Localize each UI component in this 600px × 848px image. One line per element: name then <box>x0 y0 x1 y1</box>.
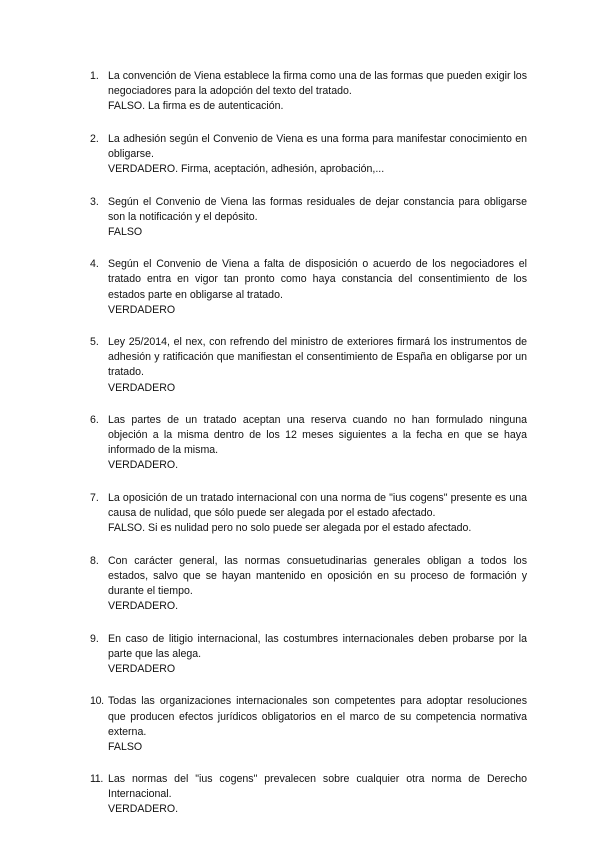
question-statement: La oposición de un tratado internacional con una norma de "ius cogens" presente es una causa de nulidad, que sólo puede ser alegada por el estado afectado. <box>108 491 527 520</box>
question-statement: La convención de Viena establece la firma como una de las formas que pueden exigir los negociadores para la adopción del texto del tratado. <box>108 70 527 98</box>
question-item <box>90 772 527 817</box>
question-number: 6. <box>90 414 99 427</box>
question-answer: VERDADERO <box>108 303 176 316</box>
question-answer: FALSO. Si es nulidad pero no solo puede ser alegada por el estado afectado. <box>108 522 472 535</box>
question-answer: VERDADERO. Firma, aceptación, adhesión, aprobación,... <box>108 162 385 175</box>
question-answer: VERDADERO <box>108 662 176 675</box>
question-item <box>90 257 527 317</box>
question-answer: FALSO <box>108 740 143 753</box>
question-number: 5. <box>90 336 99 349</box>
question-number: 1. <box>90 70 99 82</box>
question-number: 11. <box>90 773 104 786</box>
question-statement: Ley 25/2014, el nex, con refrendo del ministro de exteriores firmará los instrumentos de adhesión y ratificación que manifiestan el consentimiento de España en obligarse por un tratado. <box>108 336 527 379</box>
question-statement: Según el Convenio de Viena a falta de disposición o acuerdo de los negociadores el tratado entra en vigor tan pronto como haya constancia del consentimiento de los estados parte en obligarse al tratado. <box>108 258 527 301</box>
question-item <box>90 694 527 754</box>
question-number: 9. <box>90 632 99 645</box>
question-item <box>90 69 527 114</box>
question-answer: FALSO <box>108 225 143 238</box>
question-statement: Las normas del "ius cogens" prevalecen sobre cualquier otra norma de Derecho Internacional. <box>108 773 527 801</box>
question-item <box>90 413 527 473</box>
question-number: 4. <box>90 258 99 271</box>
question-number: 2. <box>90 132 99 145</box>
question-item <box>90 195 527 240</box>
question-item <box>90 132 527 177</box>
question-answer: VERDADERO. <box>108 600 179 613</box>
question-answer: VERDADERO. <box>108 803 179 816</box>
question-number: 7. <box>90 491 99 504</box>
question-item <box>90 335 527 395</box>
question-statement: Las partes de un tratado aceptan una reserva cuando no han formulado ninguna objeción a la misma dentro de los 12 meses siguientes a la fecha en que se haya informado de la misma. <box>108 414 527 457</box>
question-number: 10. <box>90 695 104 708</box>
question-statement: En caso de litigio internacional, las costumbres internacionales deben probarse por la parte que las alega. <box>108 632 527 660</box>
question-statement: Con carácter general, las normas consuetudinarias generales obligan a todos los estados, salvo que se hayan mantenido en oposición en su proceso de formación y durante el tiempo. <box>108 554 527 597</box>
question-number: 8. <box>90 554 99 567</box>
question-number: 3. <box>90 195 99 208</box>
question-answer: VERDADERO. <box>108 459 179 472</box>
question-statement: Todas las organizaciones internacionales son competentes para adoptar resoluciones que producen efectos jurídicos obligatorios en el marco de su competencia normativa externa. <box>108 695 527 738</box>
question-answer: FALSO. La firma es de autenticación. <box>108 100 284 113</box>
question-answer: VERDADERO <box>108 381 176 394</box>
question-statement: Según el Convenio de Viena las formas residuales de dejar constancia para obligarse son la notificación y el depósito. <box>108 195 527 223</box>
question-list <box>90 69 527 835</box>
question-item <box>90 632 527 677</box>
question-statement: La adhesión según el Convenio de Viena es una forma para manifestar conocimiento en obligarse. <box>108 132 527 160</box>
question-item <box>90 491 527 536</box>
question-item <box>90 554 527 614</box>
